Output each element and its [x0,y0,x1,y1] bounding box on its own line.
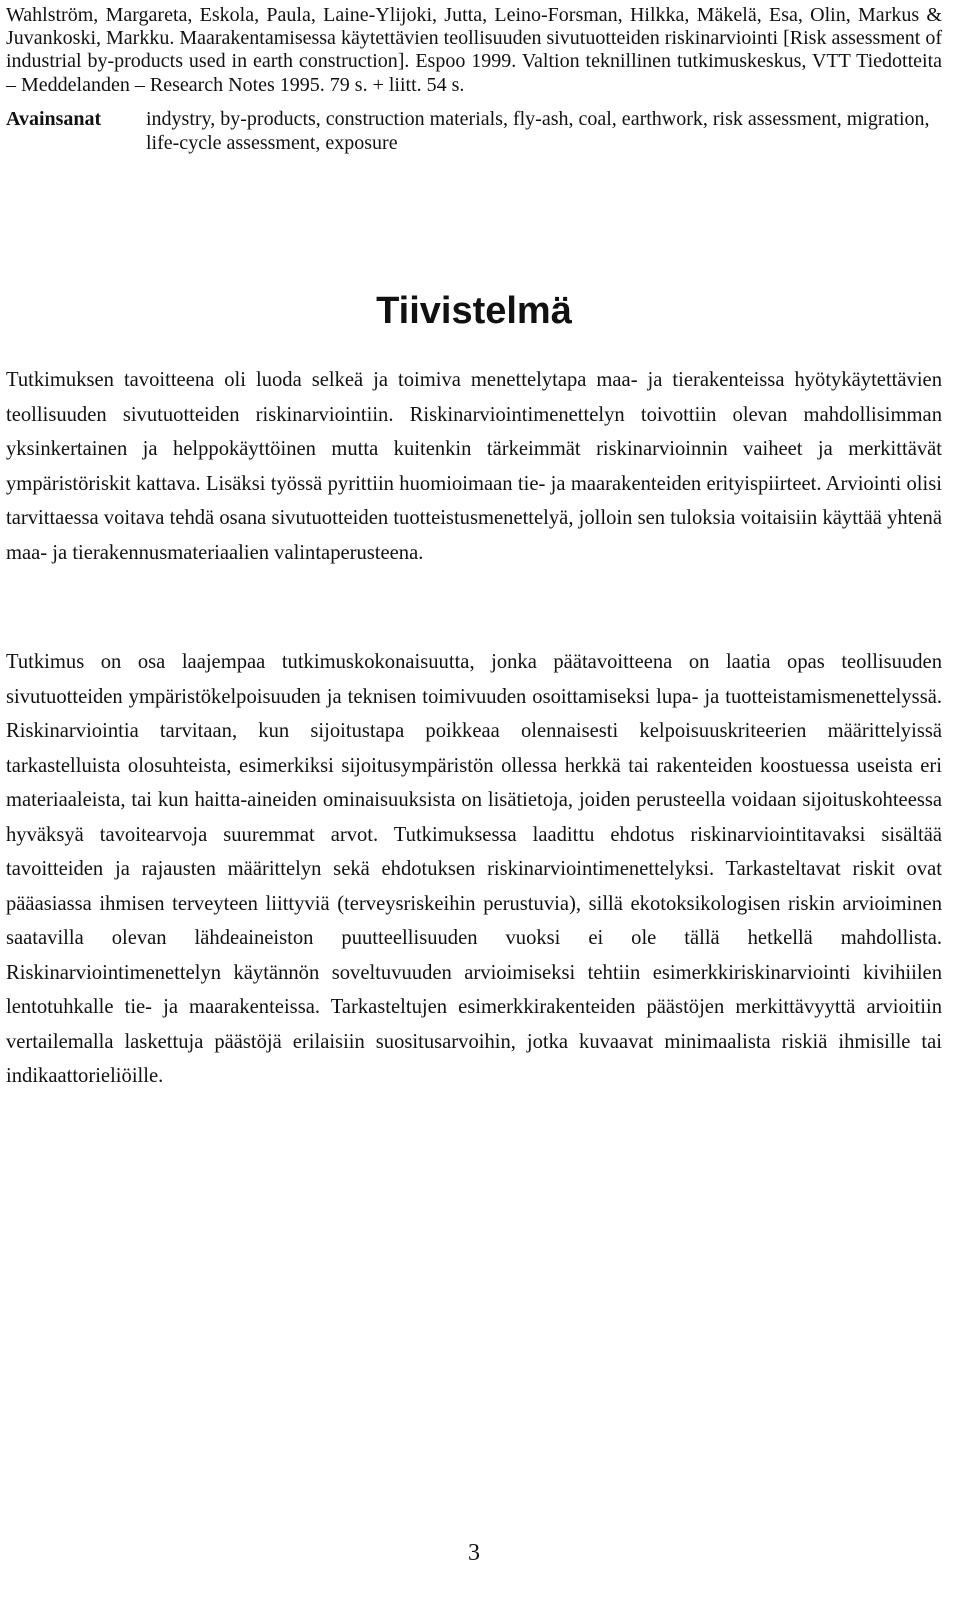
bibliographic-citation: Wahlström, Margareta, Eskola, Paula, Laine-Ylijoki, Jutta, Leino-Forsman, Hilkka, Mäkelä, Esa, Olin, Markus & Juvankoski, Markku. Maarakentamisessa käytettävien teollisuuden sivutuotteiden riskinarviointi [Risk assessment of industrial by-products used in earth construction]. Espoo 1999. Valtion teknillinen tutkimuskeskus, VTT Tiedotteita – Meddelanden – Research Notes 1995. 79 s. + liitt. 54 s. [6,4,942,96]
abstract-paragraph-1: Tutkimuksen tavoitteena oli luoda selkeä ja toimiva menettelytapa maa- ja tierakenteissa hyötykäytettävien teollisuuden sivutuotteiden riskinarviointiin. Riskinarviointimenettelyn toivottiin olevan mahdollisimman yksinkertainen ja helppokäyttöinen mutta kuitenkin tärkeimmät riskinarvioinnin vaiheet ja merkittävät ympäristöriskit kattava. Lisäksi työssä pyrittiin huomioimaan tie- ja maarakenteiden erityispiirteet. Arviointi olisi tarvittaessa voitava tehdä osana sivutuotteiden tuotteistusmenettelyä, jolloin sen tuloksia voitaisiin käyttää yhtenä maa- ja tierakennusmateriaalien valintaperusteena. [6,369,942,564]
keywords-block [6,108,942,155]
page-number: 3 [468,1540,480,1566]
abstract-paragraph-2: Tutkimus on osa laajempaa tutkimuskokonaisuutta, jonka päätavoitteena on laatia opas teollisuuden sivutuotteiden ympäristökelpoisuuden ja teknisen toimivuuden osoittamiseksi lupa- ja tuotteistamismenettelyssä. Riskinarviointia tarvitaan, kun sijoitustapa poikkeaa olennaisesti kelpoisuuskriteerien määrittelyissä tarkastelluista olosuhteista, esimerkiksi sijoitusympäristön ollessa herkkä tai rakenteiden koostuessa useista eri materiaaleista, tai kun haitta-aineiden ominaisuuksista on lisätietoja, joiden perusteella voidaan sijoituskohteessa hyväksyä tavoitearvoja suuremmat arvot. Tutkimuksessa laadittu ehdotus riskinarviointitavaksi sisältää tavoitteiden ja rajausten määrittelyn sekä ehdotuksen riskinarviointimenettelyksi. Tarkasteltavat riskit ovat pääasiassa ihmisen terveyteen liittyviä (terveysriskeihin perustuvia), sillä ekotoksikologisen riskin arvioiminen saatavilla olevan lähdeaineiston puutteellisuuden vuoksi ei ole tällä hetkellä mahdollista. Riskinarviointimenettelyn käytännön soveltuvuuden arvioimiseksi tehtiin esimerkkiriskinarviointi kivihiilen lentotuhkalle tie- ja maarakenteissa. Tarkasteltujen esimerkkirakenteiden päästöjen merkittävyyttä arvioitiin vertailemalla laskettuja päästöjä erilaisiin suositusarvoihin, jotka kuvaavat minimaalista riskiä ihmisille tai indikaattorieliöille. [6,651,942,1087]
keywords-label: Avainsanat [6,108,102,130]
keywords-text: indystry, by-products, construction materials, fly-ash, coal, earthwork, risk assessment, migration, life-cycle assessment, exposure [146,108,930,154]
section-title: Tiivistelmä [376,290,572,332]
